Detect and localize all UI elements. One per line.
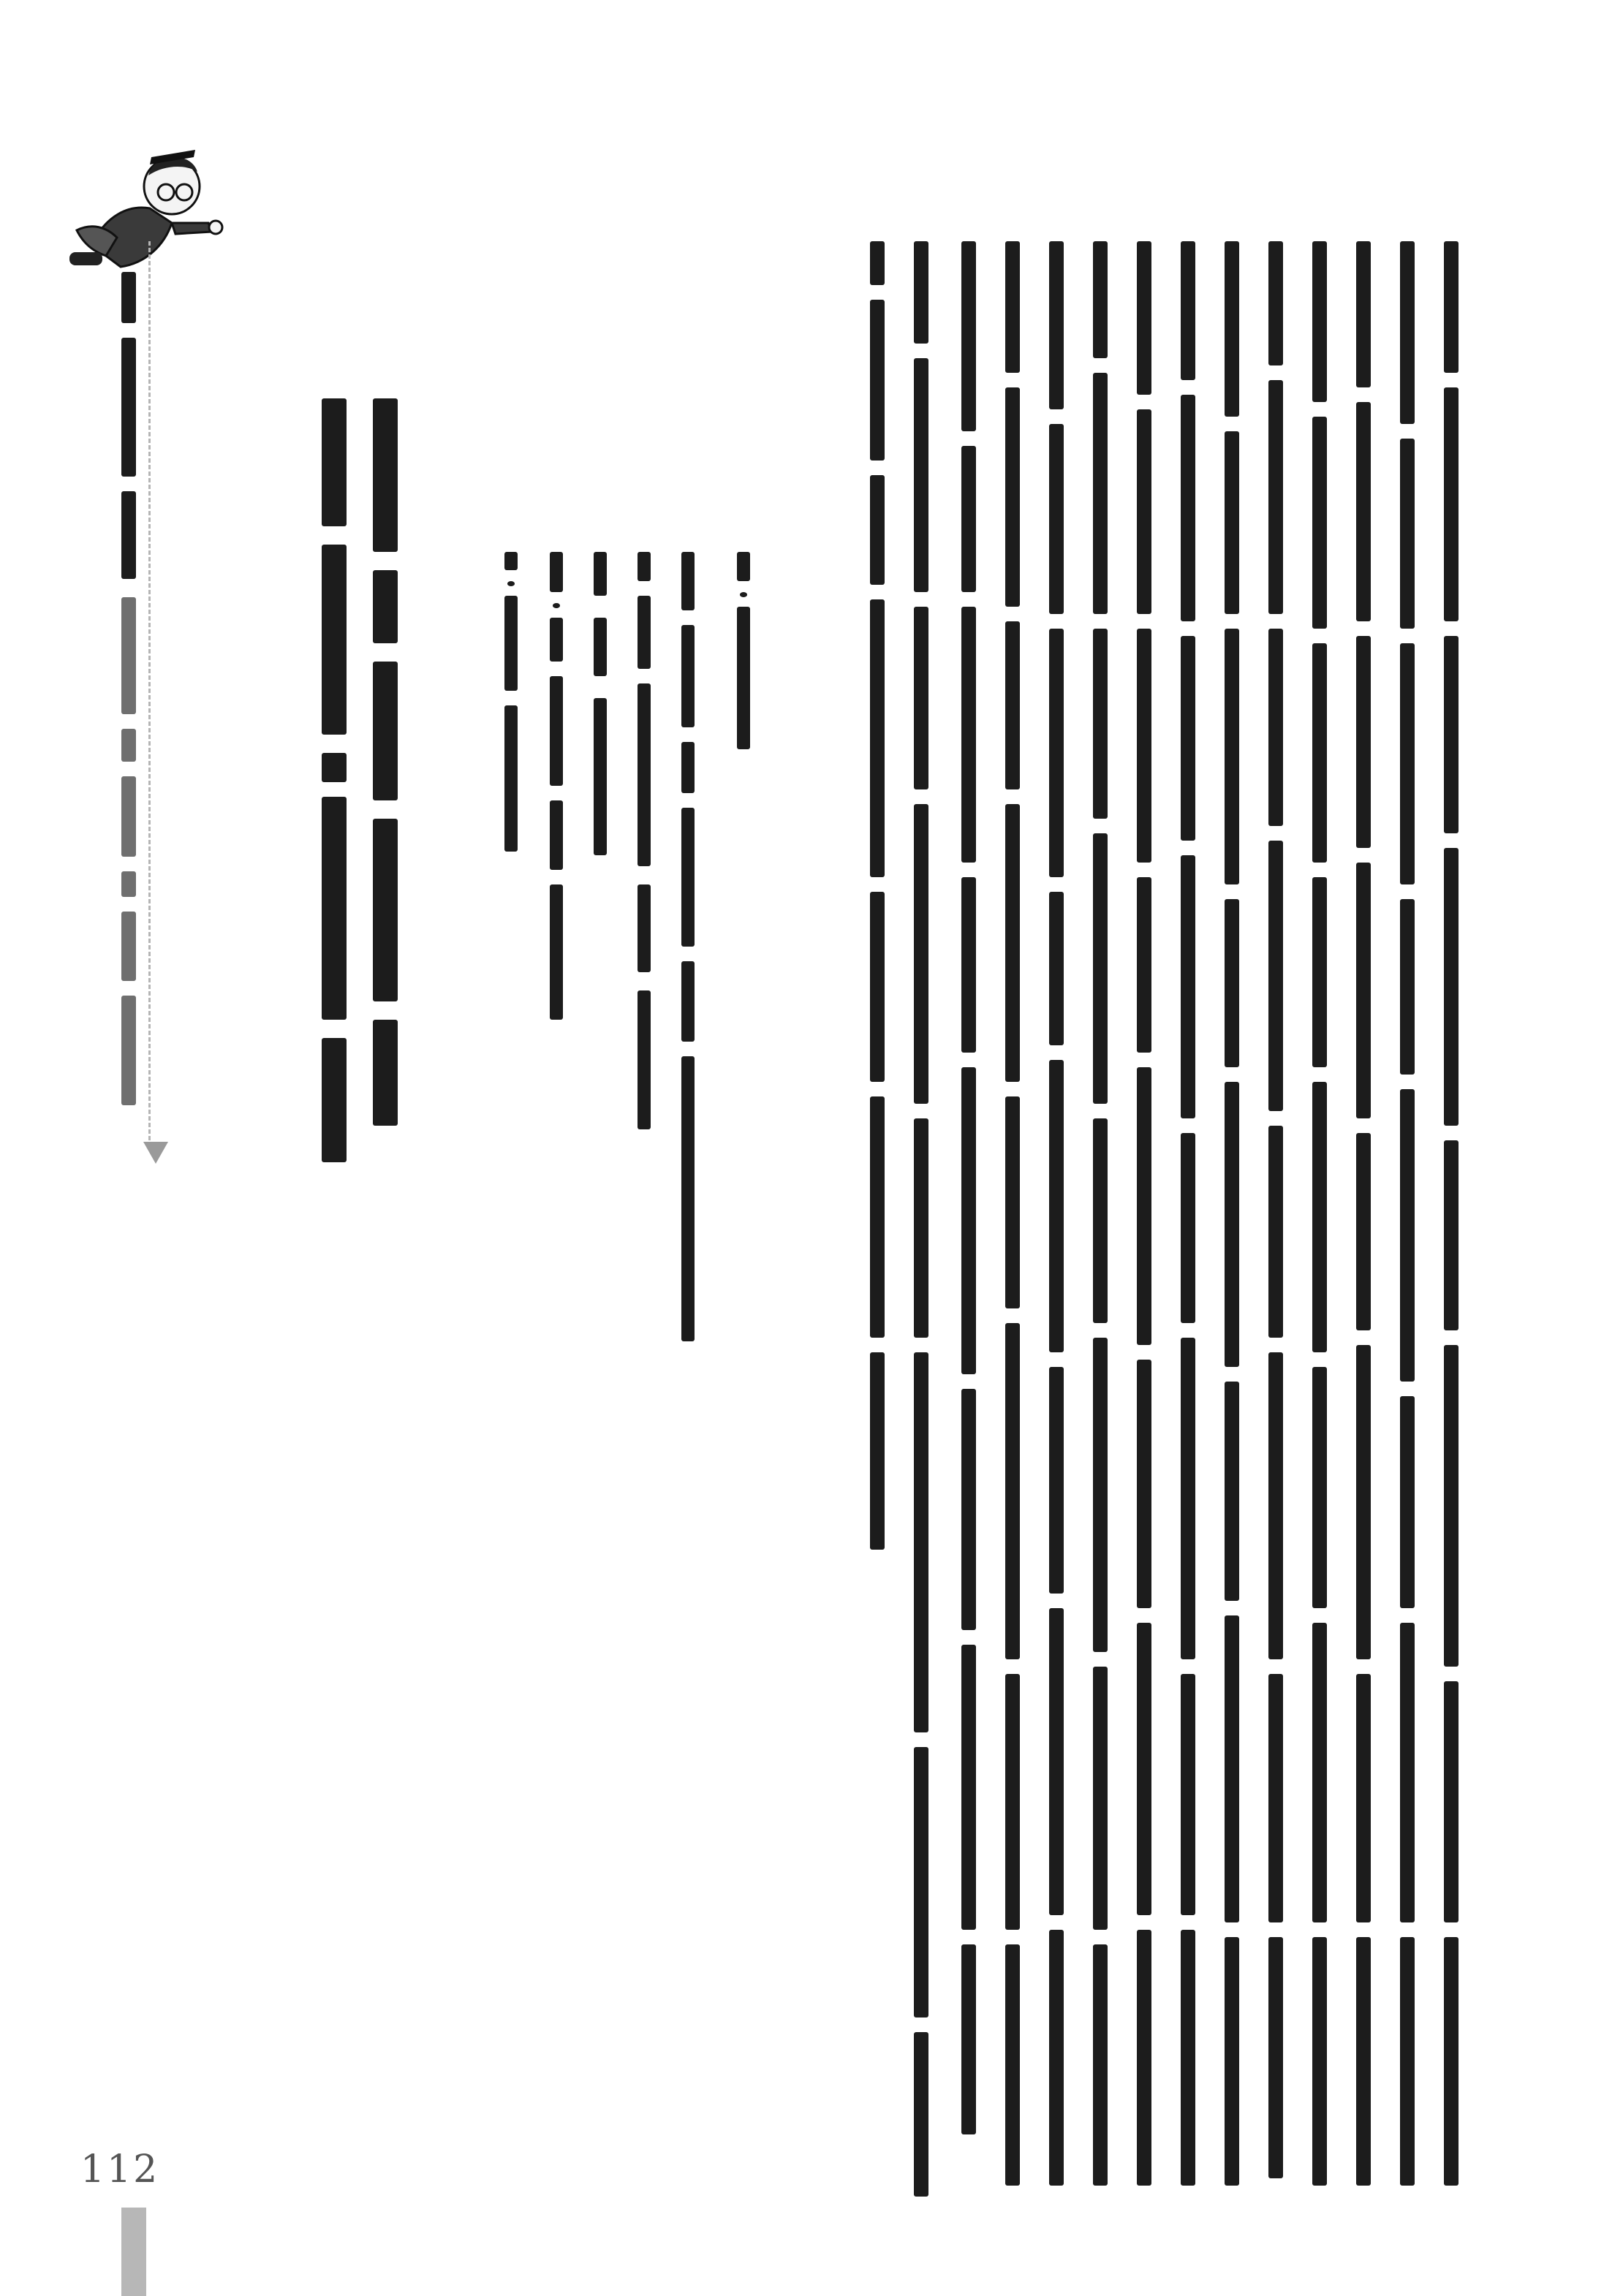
page-number: 112 <box>80 2148 160 2191</box>
running-header <box>117 272 140 1113</box>
triangle-down-icon <box>143 1142 168 1164</box>
scholar-mascot-icon <box>62 135 230 281</box>
header-divider <box>148 241 151 1140</box>
page-edge-tab <box>121 2208 146 2296</box>
